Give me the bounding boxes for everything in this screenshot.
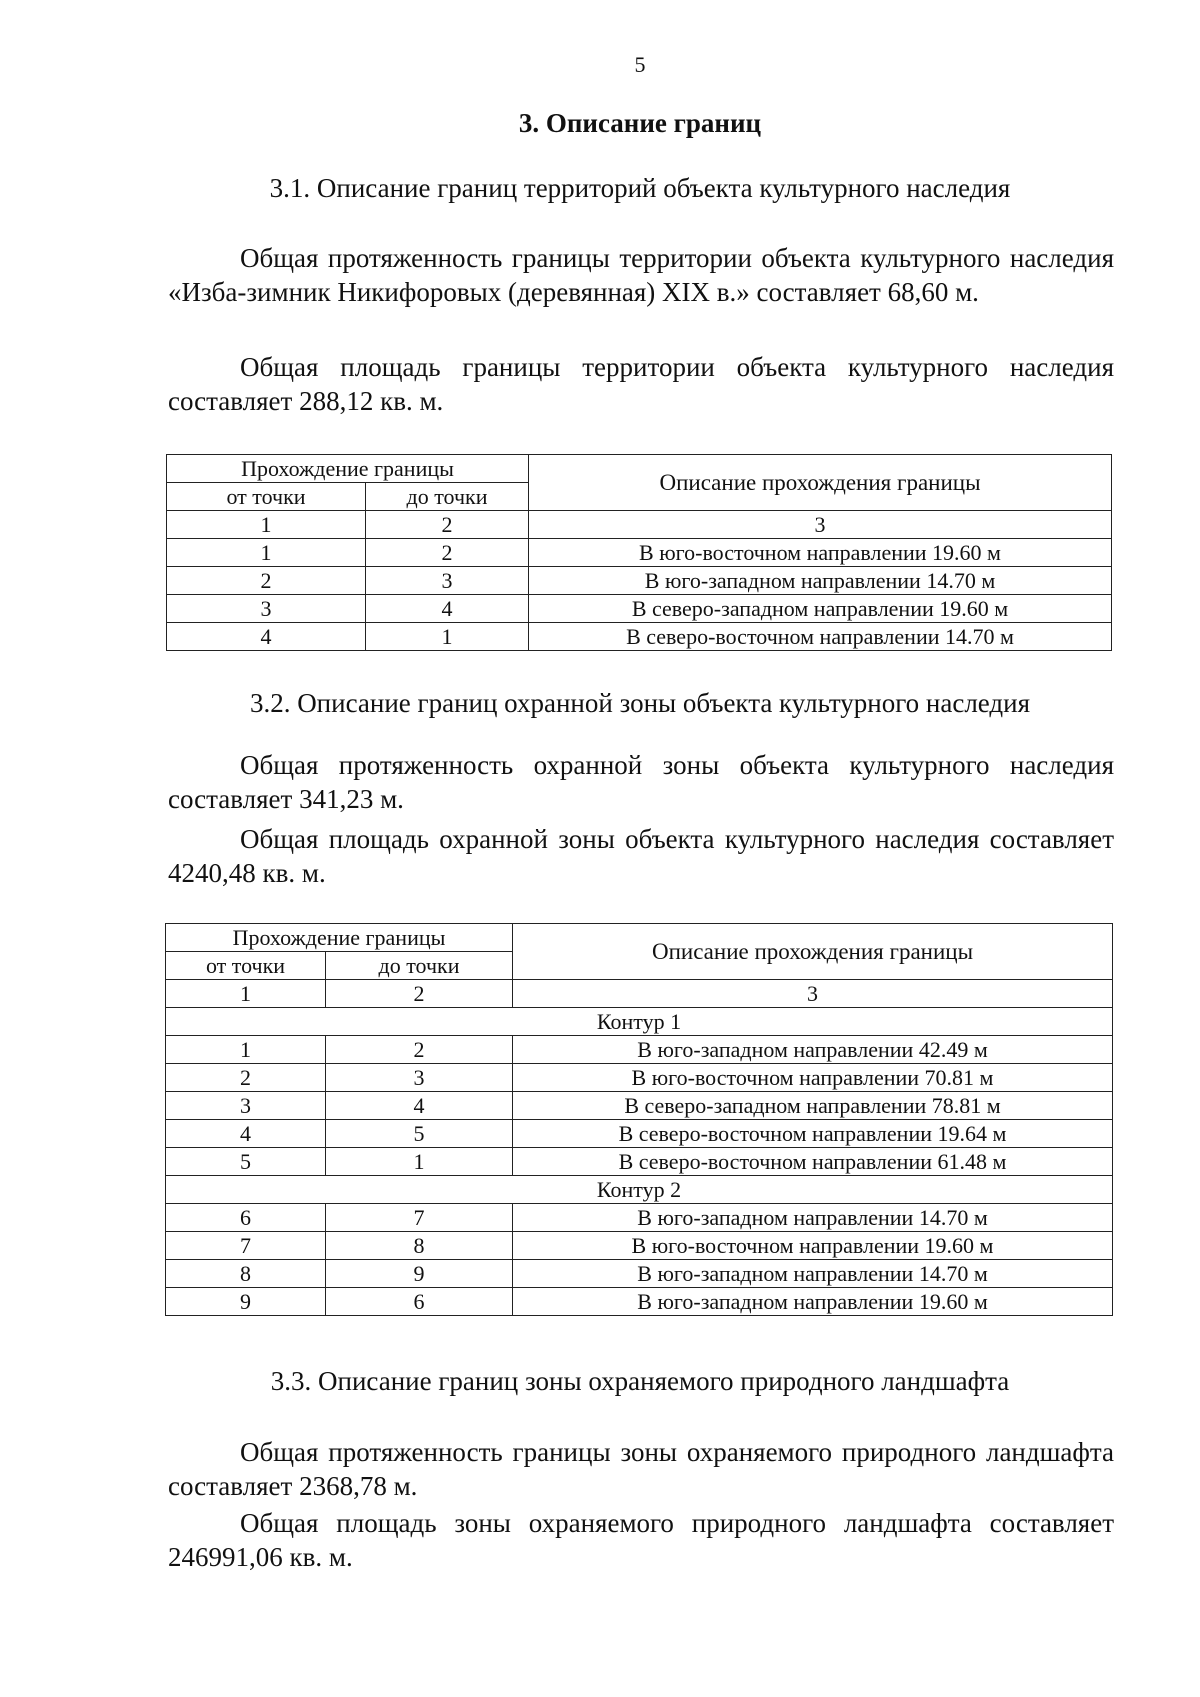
table-cell: В юго-западном направлении 42.49 м [513,1036,1113,1064]
paragraph-3-1-length: Общая протяженность границы территории объекта культурного наследия «Изба-зимник Никифоровых (деревянная) XIX в.» составляет 68,60 м. [168,243,1114,307]
contour-label: Контур 2 [166,1176,1113,1204]
table-row [166,1064,1113,1092]
table-cell: 9 [166,1288,326,1316]
table-cell: В северо-восточном направлении 19.64 м [513,1120,1113,1148]
table-cell: 6 [166,1204,326,1232]
table-cell: 1 [366,623,529,651]
table-cell: 4 [326,1092,513,1120]
table-desc-header: Описание прохождения границы [529,455,1112,511]
table-cell: В северо-восточном направлении 14.70 м [529,623,1112,651]
table-cell: 7 [166,1232,326,1260]
paragraph-3-1-area: Общая площадь границы территории объекта культурного наследия составляет 288,12 кв. м. [168,352,1114,416]
table-cell: В юго-западном направлении 14.70 м [513,1204,1113,1232]
table-cell: В северо-западном направлении 19.60 м [529,595,1112,623]
table-group-header: Прохождение границы [167,455,529,483]
table-row [166,1204,1113,1232]
table-cell: 1 [326,1148,513,1176]
paragraph-3-2-length: Общая протяженность охранной зоны объекта культурного наследия составляет 341,23 м. [168,750,1114,814]
table-cell: 4 [167,623,366,651]
table-row [166,1092,1113,1120]
table-row [166,1232,1113,1260]
table-cell: 5 [166,1148,326,1176]
table-desc-header: Описание прохождения границы [513,924,1113,980]
table-row [166,1036,1113,1064]
table-cell: 5 [326,1120,513,1148]
boundary-table-3-1 [166,454,1112,651]
paragraph-3-3-length: Общая протяженность границы зоны охраняемого природного ландшафта составляет 2368,78 м. [168,1437,1114,1501]
table-cell: 1 [167,511,366,539]
table-from-header: от точки [166,952,326,980]
subsection-heading-3-3: 3.3. Описание границ зоны охраняемого природного ландшафта [270,1366,1010,1396]
table-cell: В юго-западном направлении 14.70 м [513,1260,1113,1288]
table-cell: В северо-восточном направлении 61.48 м [513,1148,1113,1176]
subsection-heading-3-1: 3.1. Описание границ территорий объекта культурного наследия [269,173,1011,203]
paragraph-3-2-area: Общая площадь охранной зоны объекта культурного наследия составляет 4240,48 кв. м. [168,824,1114,888]
table-cell: В юго-восточном направлении 19.60 м [529,539,1112,567]
table-cell: 3 [529,511,1112,539]
table-cell: 1 [166,1036,326,1064]
table-cell: 1 [167,539,366,567]
table-row [167,539,1112,567]
table-cell: В юго-восточном направлении 19.60 м [513,1232,1113,1260]
table-group-header: Прохождение границы [166,924,513,952]
table-cell: 3 [167,595,366,623]
table-to-header: до точки [366,483,529,511]
table-cell: 2 [166,1064,326,1092]
page-number: 5 [634,52,646,77]
table-cell: 3 [166,1092,326,1120]
table-cell: В юго-западном направлении 14.70 м [529,567,1112,595]
table-cell: 8 [326,1232,513,1260]
table-cell: В юго-западном направлении 19.60 м [513,1288,1113,1316]
table-cell: 2 [326,980,513,1008]
contour-row [166,1008,1113,1036]
table-row [167,595,1112,623]
table-row [166,1120,1113,1148]
table-cell: В северо-западном направлении 78.81 м [513,1092,1113,1120]
table-row [166,1288,1113,1316]
table-cell: 7 [326,1204,513,1232]
table-cell: 3 [366,567,529,595]
table-cell: 2 [167,567,366,595]
table-cell: 6 [326,1288,513,1316]
table-cell: 2 [366,539,529,567]
table-cell: 4 [366,595,529,623]
table-cell: 3 [326,1064,513,1092]
table-number-row [166,980,1113,1008]
boundary-table-3-2 [165,923,1113,1316]
table-cell: 1 [166,980,326,1008]
table-cell: 2 [366,511,529,539]
table-to-header: до точки [326,952,513,980]
subsection-heading-3-2: 3.2. Описание границ охранной зоны объекта культурного наследия [249,688,1031,718]
contour-label: Контур 1 [166,1008,1113,1036]
table-cell: 9 [326,1260,513,1288]
table-cell: 4 [166,1120,326,1148]
table-row [166,1260,1113,1288]
table-number-row [167,511,1112,539]
table-cell: В юго-восточном направлении 70.81 м [513,1064,1113,1092]
table-cell: 3 [513,980,1113,1008]
table-from-header: от точки [167,483,366,511]
section-title: 3. Описание границ [518,108,762,138]
table-row [167,567,1112,595]
contour-row [166,1176,1113,1204]
table-cell: 8 [166,1260,326,1288]
table-row [167,623,1112,651]
paragraph-3-3-area: Общая площадь зоны охраняемого природного ландшафта составляет 246991,06 кв. м. [168,1508,1114,1572]
table-cell: 2 [326,1036,513,1064]
table-row [166,1148,1113,1176]
